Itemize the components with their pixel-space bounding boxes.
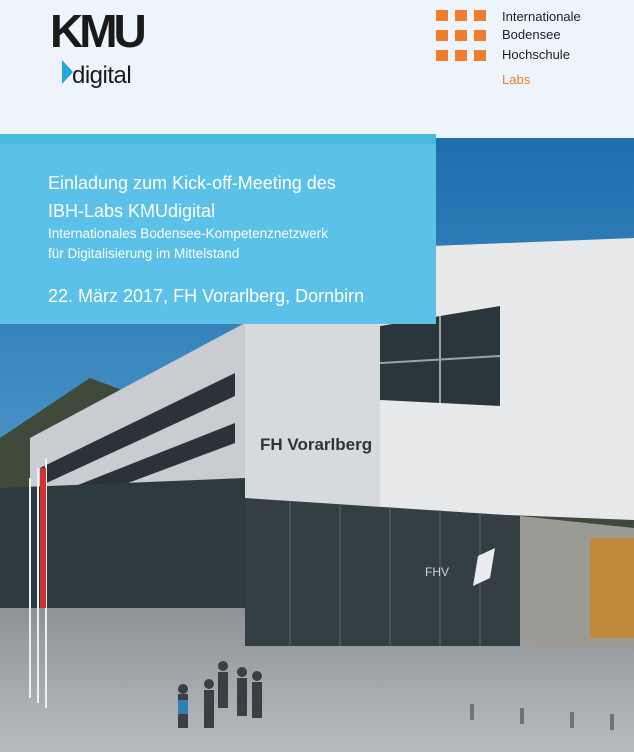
- building-sign-text: FH Vorarlberg: [260, 435, 373, 454]
- ibh-line-2: Bodensee: [502, 27, 561, 42]
- banner-title-line-1: Einladung zum Kick-off-Meeting des: [48, 173, 336, 193]
- kmu-logo-wordmark: KMU: [50, 5, 143, 57]
- kmu-logo-subtext: digital: [72, 62, 132, 89]
- banner-subtitle-line-2: für Digitalisierung im Mittelstand: [48, 246, 240, 261]
- ibh-line-3: Hochschule: [502, 47, 570, 62]
- ibh-labs-logo: [436, 10, 626, 90]
- dot-grid-icon: [436, 10, 496, 64]
- invitation-banner: [0, 144, 436, 324]
- banner-title-line-2: IBH-Labs KMUdigital: [48, 201, 216, 221]
- banner-accent-strip: [0, 134, 436, 144]
- banner-subtitle-line-1: Internationales Bodensee-Kompetenznetzwerk: [48, 226, 328, 241]
- banner-date: 22. März 2017, FH Vorarlberg, Dornbirn: [48, 286, 365, 306]
- ibh-labs-label: Labs: [502, 72, 531, 87]
- entrance-sign-text: FHV: [425, 565, 449, 579]
- kmu-digital-logo: [50, 5, 143, 93]
- ibh-line-1: Internationale: [502, 9, 581, 24]
- page-header: [0, 0, 634, 138]
